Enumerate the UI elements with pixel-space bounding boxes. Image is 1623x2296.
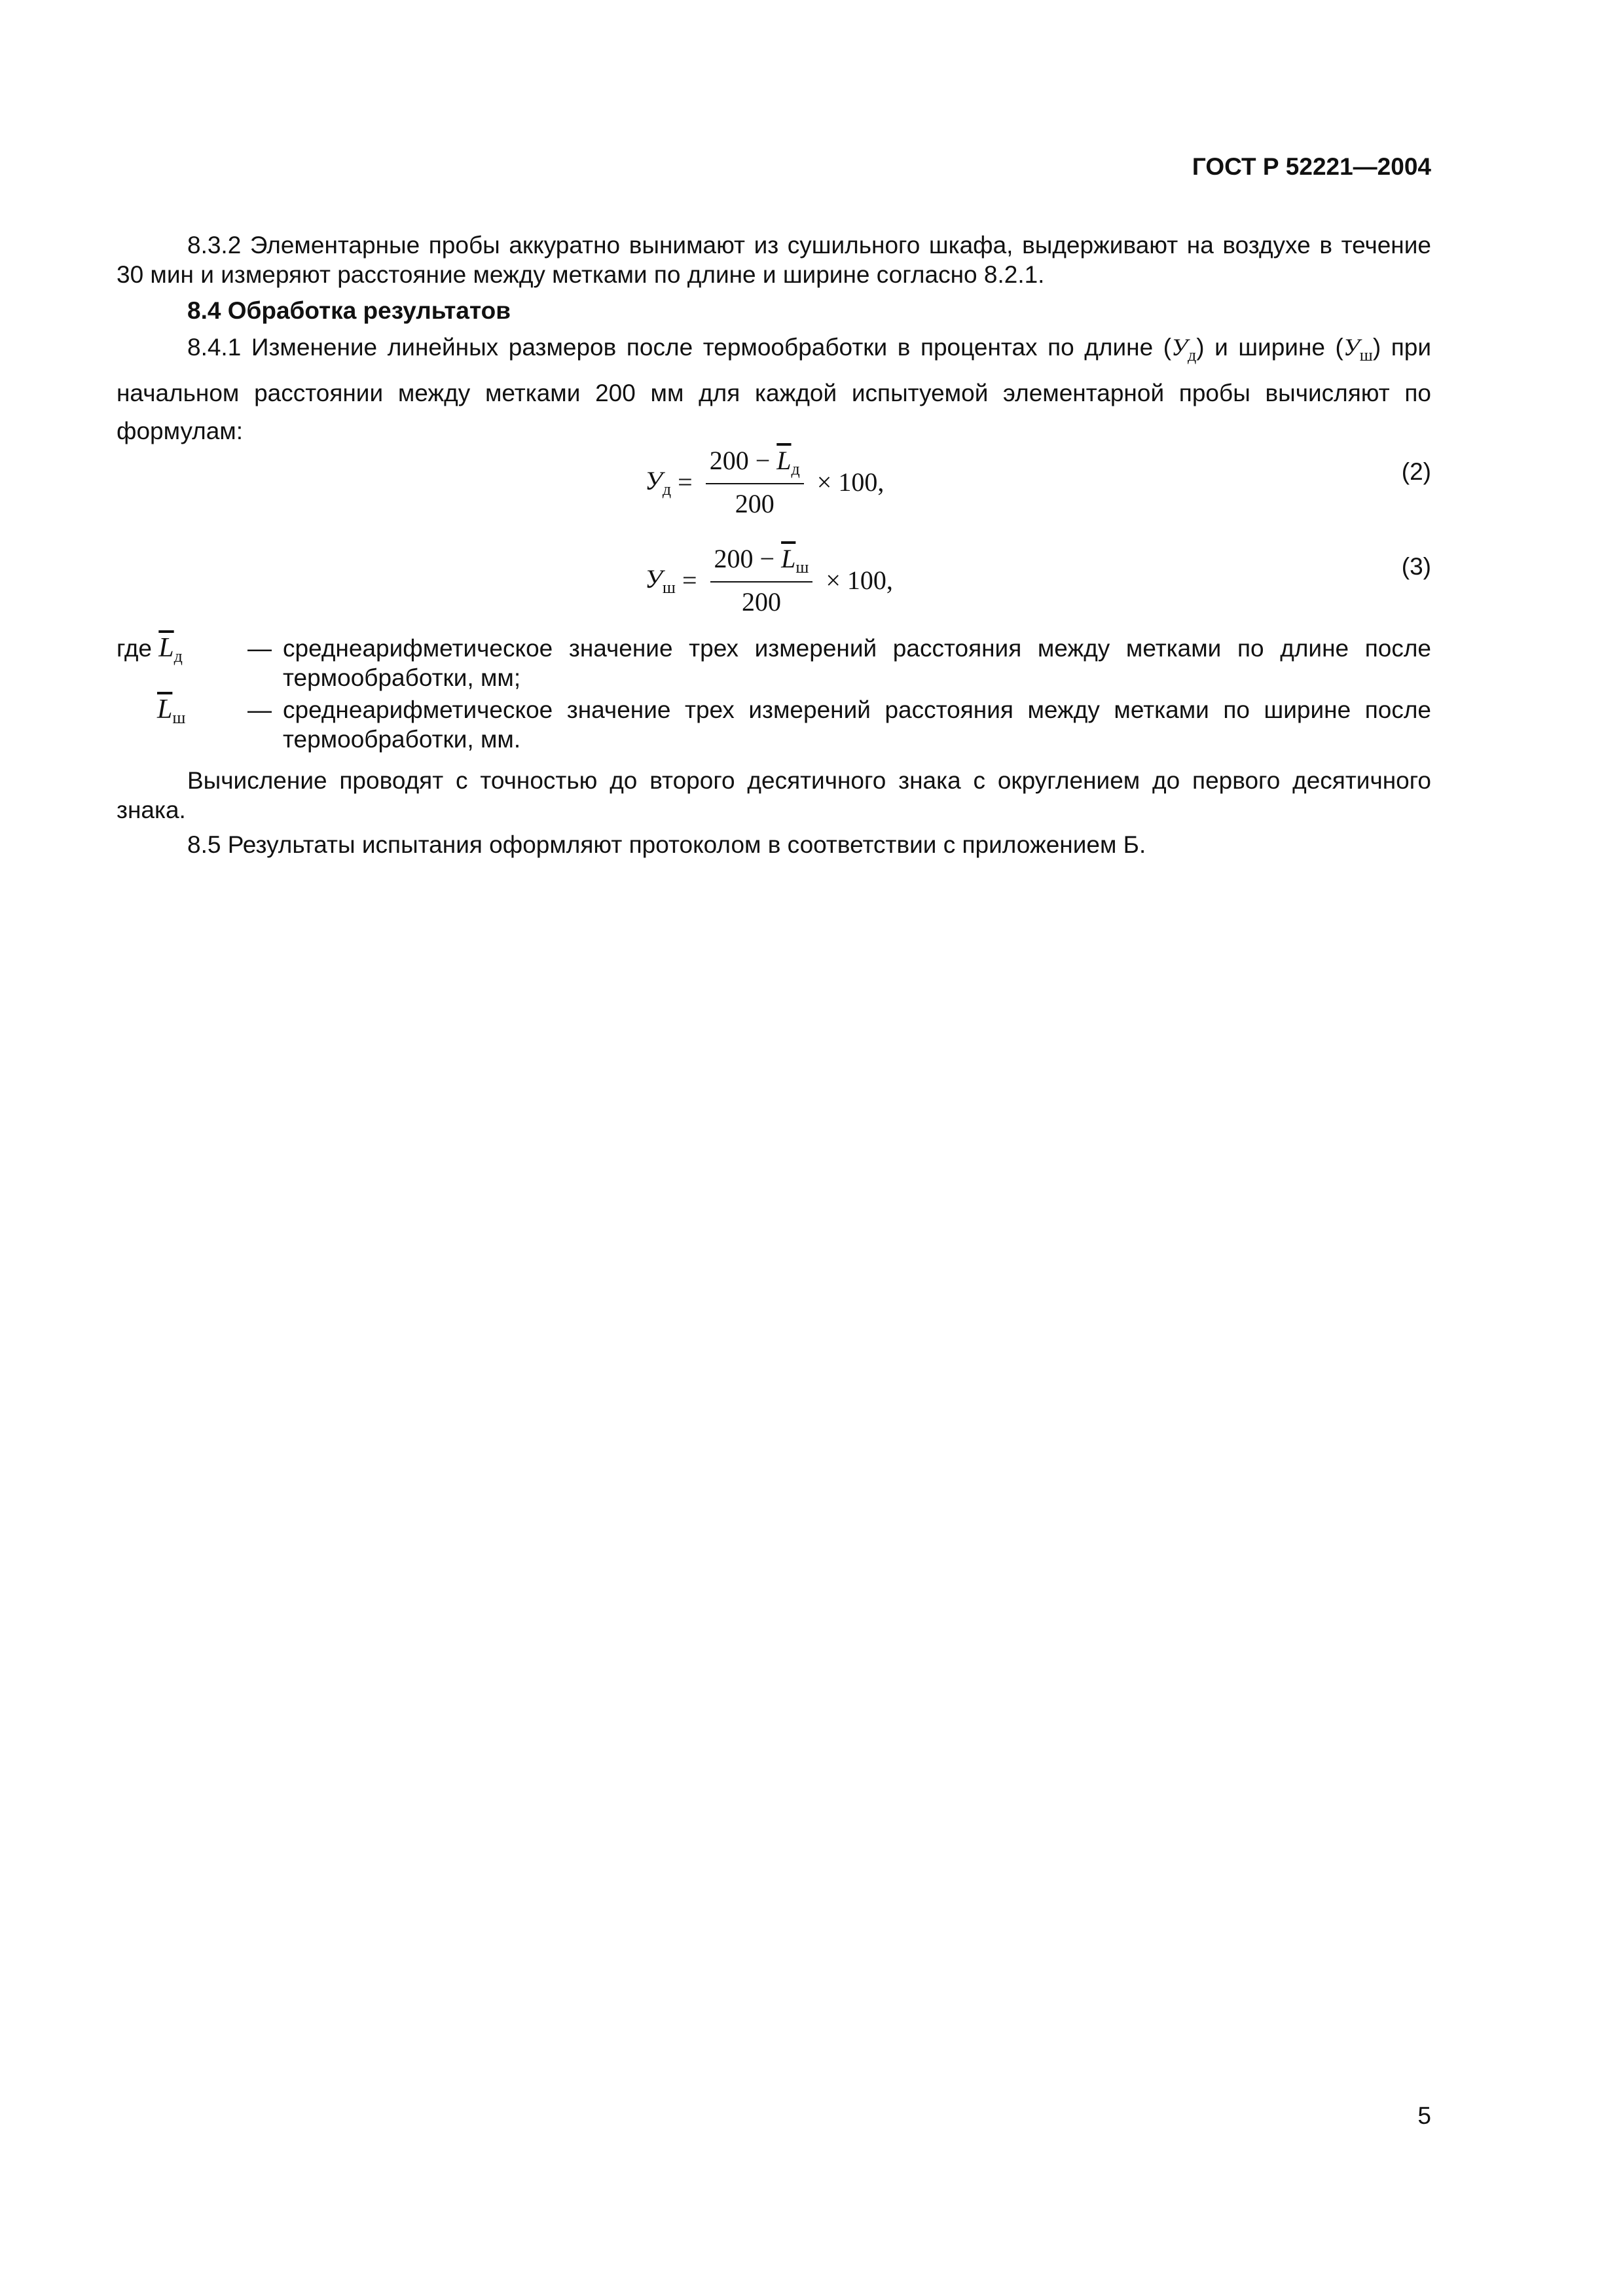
definition-item	[117, 634, 1431, 692]
where-label: где	[117, 635, 153, 662]
formula-tail: × 100,	[816, 467, 884, 497]
subscript: д	[791, 459, 800, 478]
text-fragment: ) при начальном расстоянии между метками 200 мм для каждой испытуемой элементарной пробы вычисляют по формулам:	[117, 334, 1431, 444]
symbol-u: У	[1171, 334, 1188, 361]
document-header: ГОСТ Р 52221—2004	[1192, 153, 1431, 180]
subscript: ш	[1359, 346, 1373, 365]
subscript: ш	[662, 577, 676, 597]
paragraph-8-5: 8.5 Результаты испытания оформляют протоколом в соответствии с приложением Б.	[187, 831, 1146, 858]
denominator: 200	[741, 587, 781, 617]
em-dash: —	[247, 696, 272, 723]
definition-text: среднеарифметическое значение трех измерений расстояния между метками по длине после термообработки, мм;	[283, 635, 1431, 691]
formula-lhs: У	[645, 564, 663, 594]
fraction	[706, 445, 804, 519]
formula-lhs: У	[645, 465, 663, 495]
page-number: 5	[1417, 2102, 1431, 2129]
equals-sign: =	[682, 565, 697, 595]
subscript: ш	[172, 708, 186, 727]
em-dash: —	[247, 635, 272, 662]
variable-l: $\overline{L}$	[158, 633, 174, 663]
variable-l: $\overline{L}$	[776, 446, 792, 475]
definitions-list	[117, 634, 1431, 757]
definition-item	[117, 695, 1431, 754]
subscript: д	[173, 647, 183, 666]
formula-tail: × 100,	[826, 565, 893, 595]
numerator-prefix: 200 −	[714, 544, 775, 573]
section-heading-8-4: 8.4 Обработка результатов	[187, 297, 511, 324]
symbol-u: У	[1343, 334, 1360, 361]
formula-3	[645, 543, 893, 617]
equation-number-2: (2)	[1401, 458, 1431, 485]
text-fragment: 8.4.1 Изменение линейных размеров после термообработки в процентах по длине (	[187, 334, 1172, 361]
equals-sign: =	[678, 467, 693, 497]
denominator: 200	[735, 489, 775, 518]
definition-text: среднеарифметическое значение трех измерений расстояния между метками по ширине после термообработки, мм.	[283, 696, 1431, 753]
subscript: д	[1187, 346, 1197, 365]
fraction	[710, 543, 813, 617]
paragraph-8-4-1	[117, 329, 1431, 450]
equation-number-3: (3)	[1401, 553, 1431, 580]
subscript: ш	[795, 558, 809, 577]
numerator-prefix: 200 −	[709, 446, 771, 475]
subscript: д	[662, 479, 672, 499]
paragraph-8-3-2: 8.3.2 Элементарные пробы аккуратно вынимают из сушильного шкафа, выдерживают на воздухе в течение 30 мин и измеряют расстояние между метками по длине и ширине согласно 8.2.1.	[117, 232, 1431, 288]
paragraph-calculation: Вычисление проводят с точностью до второго десятичного знака с округлением до первого десятичного знака.	[117, 767, 1431, 823]
variable-l: $\overline{L}$	[157, 694, 173, 725]
text-fragment: ) и ширине (	[1196, 334, 1343, 361]
variable-l: $\overline{L}$	[781, 544, 796, 573]
formula-2	[645, 445, 884, 519]
